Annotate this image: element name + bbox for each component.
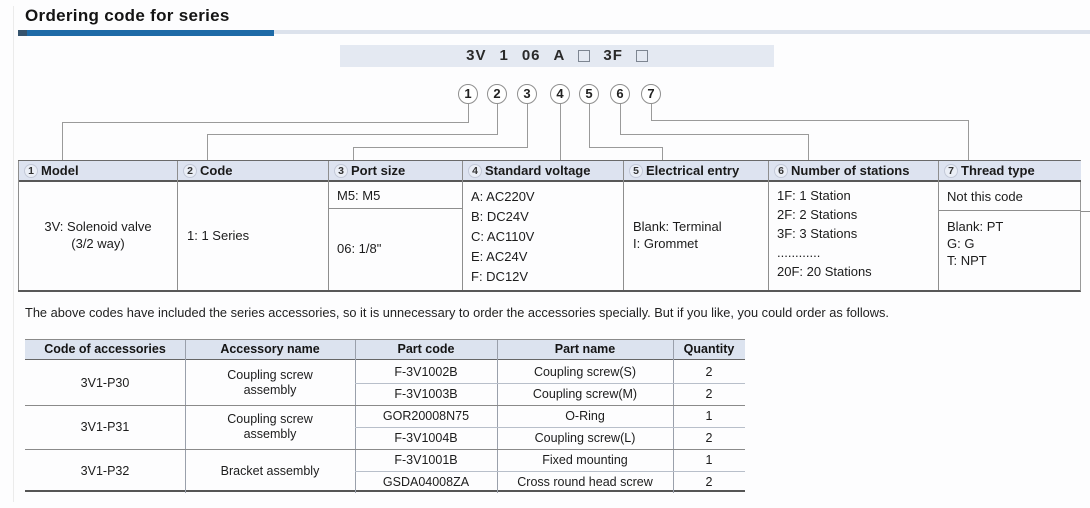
connector-line-6 — [620, 134, 809, 135]
quantity-cell: 2 — [705, 387, 713, 401]
title-underline — [18, 30, 274, 36]
circled-number: 7 — [944, 164, 958, 178]
thread-not-this-code-cell: Not this code — [939, 182, 1081, 211]
electrical-entry-cell — [624, 182, 768, 288]
cell-line: Blank: PT — [947, 219, 1004, 234]
cell-line: 20F: 20 Stations — [777, 264, 872, 279]
connector-line-3 — [353, 147, 528, 148]
column-code — [177, 161, 328, 290]
column-model — [18, 161, 177, 290]
code-segment-code: 1 — [499, 47, 509, 64]
port-size-m5-cell: M5: M5 — [329, 182, 462, 209]
column-model-header — [19, 161, 177, 182]
part-name-cell: Fixed mounting — [542, 453, 628, 467]
cell-line: Blank: Terminal — [633, 219, 722, 234]
circled-number: 2 — [183, 164, 197, 178]
cell-line: 3V: Solenoid valve — [44, 219, 152, 234]
connector-line-7 — [651, 120, 969, 121]
connector-line-7 — [651, 104, 652, 120]
header-label: Port size — [351, 163, 406, 178]
position-circle-3: 3 — [517, 84, 537, 104]
connector-line-5 — [589, 147, 663, 148]
accessory-name-cell — [185, 449, 355, 493]
header-label: Standard voltage — [485, 163, 591, 178]
header-label: Code — [200, 163, 233, 178]
accessory-code-cell: 3V1-P31 — [80, 419, 130, 434]
group-divider — [25, 449, 745, 450]
circled-number: 5 — [629, 164, 643, 178]
connector-line-3 — [527, 104, 528, 147]
part-name-cell: Cross round head screw — [517, 475, 653, 489]
quantity-cell: 2 — [705, 431, 713, 445]
cell-line: Bracket assembly — [220, 463, 320, 478]
position-circle-2: 2 — [487, 84, 507, 104]
cell-line: ............ — [777, 245, 821, 260]
column-port-size — [328, 161, 462, 290]
sub-row-divider — [355, 427, 745, 428]
accessory-name-cell — [185, 361, 355, 405]
connector-line-5 — [589, 104, 590, 147]
column-thread-type-header — [939, 161, 1081, 182]
cell-line: E: AC24V — [471, 249, 528, 264]
connector-line-1 — [468, 104, 469, 122]
connector-line-2 — [497, 104, 498, 134]
column-port-size-header — [329, 161, 462, 182]
ordering-table — [18, 160, 1081, 292]
connector-line-2 — [207, 134, 208, 160]
part-code-cell: GOR20008N75 — [382, 409, 470, 423]
part-name-cell: Coupling screw(S) — [533, 365, 637, 379]
connector-line-1 — [62, 122, 469, 123]
cell-line: 1F: 1 Station — [777, 188, 851, 203]
header-code-of-accessories: Code of accessories — [25, 340, 185, 360]
page-edge-line — [13, 6, 14, 502]
header-quantity: Quantity — [673, 340, 745, 360]
connector-line-5 — [662, 147, 663, 160]
ordering-code-bar — [340, 45, 774, 67]
connector-line-4 — [560, 104, 561, 160]
column-standard-voltage-header — [463, 161, 623, 182]
accessory-name-cell — [185, 405, 355, 449]
cell-line: I: Grommet — [633, 236, 699, 251]
cell-line: Coupling screw — [227, 368, 313, 382]
part-code-cell: F-3V1004B — [394, 431, 458, 445]
model-cell — [19, 182, 177, 288]
position-circle-5: 5 — [579, 84, 599, 104]
column-number-of-stations — [768, 161, 938, 290]
header-part-name: Part name — [497, 340, 673, 360]
column-electrical-entry-header — [624, 161, 768, 182]
code-segment-stations: 3F — [603, 47, 623, 64]
port-size-06-cell: 06: 1/8" — [337, 240, 382, 256]
cell-line: B: DC24V — [471, 209, 529, 224]
cell-line: assembly — [243, 427, 297, 441]
accessory-code-cell: 3V1-P32 — [80, 463, 130, 478]
column-code-header — [178, 161, 328, 182]
cell-line: T: NPT — [947, 253, 987, 268]
accessory-code-cell: 3V1-P30 — [80, 375, 130, 390]
sub-row-divider — [355, 383, 745, 384]
blank-box-thread-type — [636, 50, 648, 62]
page-title: Ordering code for series — [25, 6, 230, 25]
part-name-cell: O-Ring — [565, 409, 605, 423]
cell-line: A: AC220V — [471, 189, 535, 204]
quantity-cell: 1 — [705, 453, 713, 467]
divider-overhang — [1081, 211, 1090, 212]
connector-line-1 — [62, 122, 63, 160]
code-segment-model: 3V — [466, 47, 487, 64]
quantity-cell: 1 — [705, 409, 713, 423]
circled-number: 6 — [774, 164, 788, 178]
connector-line-6 — [808, 134, 809, 160]
position-circle-7: 7 — [641, 84, 661, 104]
column-electrical-entry — [623, 161, 768, 290]
column-number-of-stations-header — [769, 161, 938, 182]
header-label: Model — [41, 163, 79, 178]
position-circle-6: 6 — [610, 84, 630, 104]
header-label: Number of stations — [791, 163, 910, 178]
header-accessory-name: Accessory name — [185, 340, 355, 360]
title-underline-extension — [274, 30, 1090, 34]
cell-line: (3/2 way) — [71, 236, 125, 251]
stations-list — [769, 182, 938, 281]
header-label: Electrical entry — [646, 163, 740, 178]
title-underline-cap — [18, 30, 27, 36]
quantity-cell: 2 — [705, 475, 713, 489]
cell-line: G: G — [947, 236, 975, 251]
part-name-cell: Coupling screw(L) — [534, 431, 636, 445]
circled-number: 4 — [468, 164, 482, 178]
connector-line-3 — [353, 147, 354, 160]
header-label: Thread type — [961, 163, 1035, 178]
cell-line: 2F: 2 Stations — [777, 207, 858, 222]
part-code-cell: GSDA04008ZA — [382, 475, 470, 489]
cell-line: Coupling screw — [227, 412, 313, 426]
part-code-cell: F-3V1003B — [394, 387, 458, 401]
circled-number: 1 — [24, 164, 38, 178]
accessories-note: The above codes have included the series accessories, so it is unnecessary to order the accessories specially. But if you like, you could order as follows. — [25, 305, 889, 320]
position-circle-1: 1 — [458, 84, 478, 104]
thread-options-cell — [939, 211, 1081, 269]
part-code-cell: F-3V1001B — [394, 453, 458, 467]
header-part-code: Part code — [355, 340, 497, 360]
cell-line: F: DC12V — [471, 269, 529, 284]
cell-line: 3F: 3 Stations — [777, 226, 858, 241]
circled-number: 3 — [334, 164, 348, 178]
part-name-cell: Coupling screw(M) — [532, 387, 638, 401]
voltage-list — [463, 182, 623, 287]
cell-line: assembly — [243, 383, 297, 397]
code-segment-port-size: 06 — [521, 47, 541, 64]
connector-line-7 — [968, 120, 969, 160]
column-standard-voltage — [462, 161, 623, 290]
position-circle-4: 4 — [550, 84, 570, 104]
cell-line: C: AC110V — [471, 229, 535, 244]
part-code-cell: F-3V1002B — [394, 365, 458, 379]
sub-row-divider — [355, 471, 745, 472]
column-thread-type — [938, 161, 1081, 290]
quantity-cell: 2 — [705, 365, 713, 379]
group-divider — [25, 405, 745, 406]
cell-line: 1: 1 Series — [187, 227, 250, 243]
code-cell — [178, 182, 328, 288]
connector-line-2 — [207, 134, 498, 135]
connector-line-6 — [620, 104, 621, 134]
code-segment-voltage: A — [553, 47, 566, 64]
accessories-table — [25, 339, 745, 492]
blank-box-electrical-entry — [578, 50, 590, 62]
